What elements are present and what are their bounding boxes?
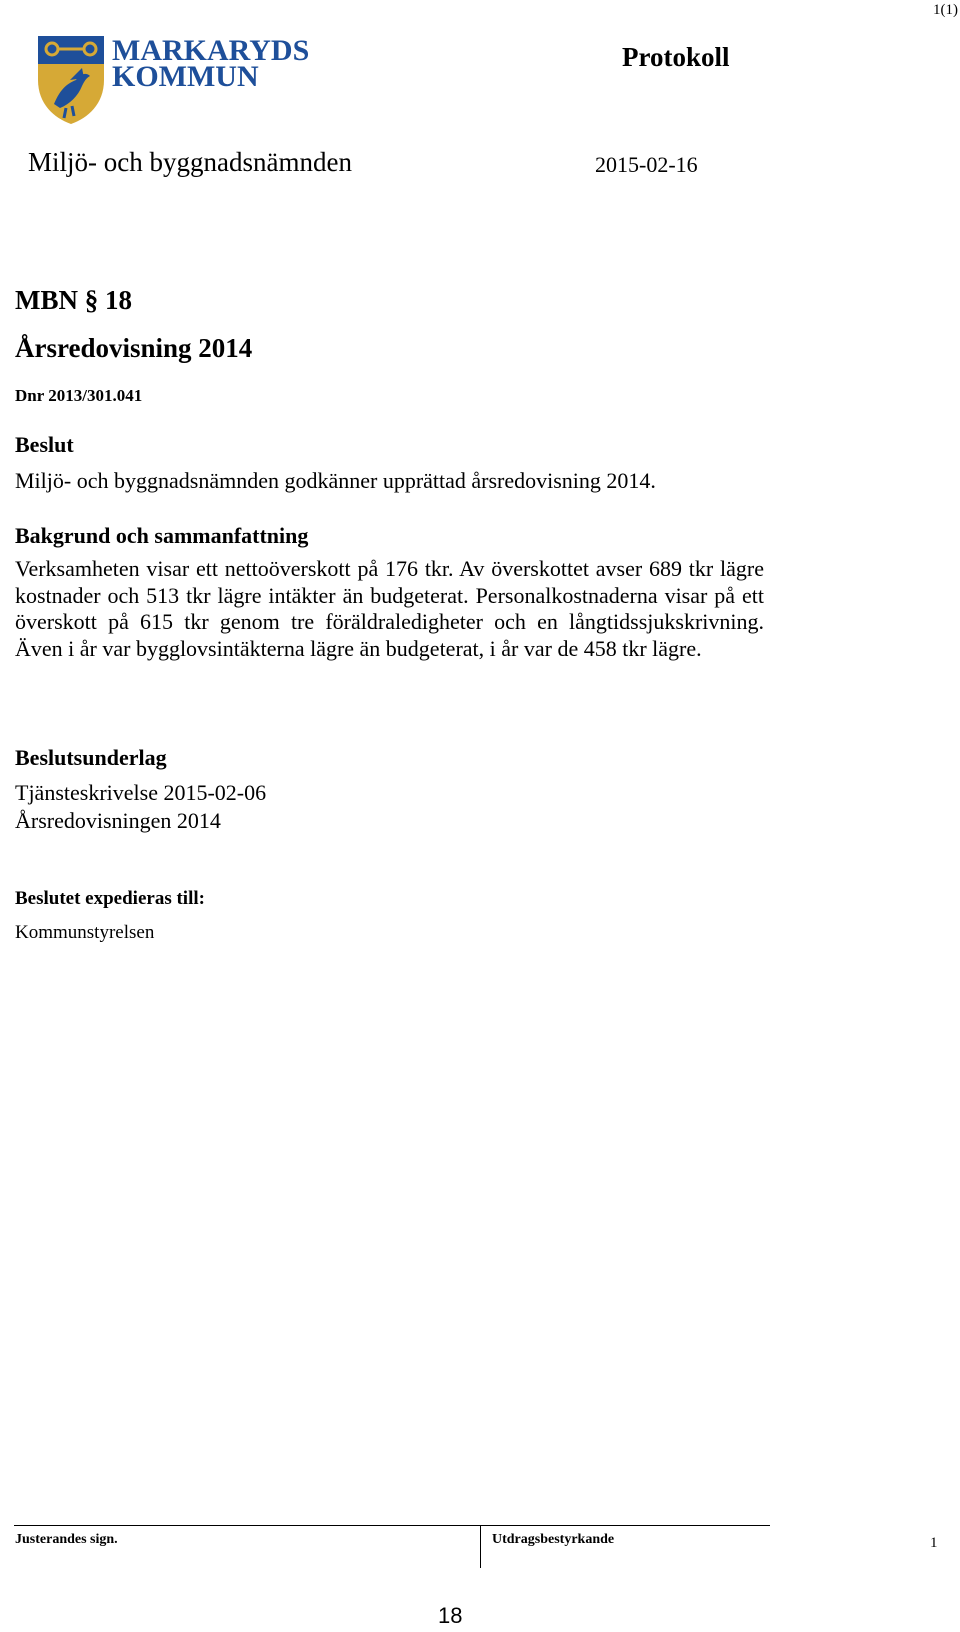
decision-text: Miljö- och byggnadsnämnden godkänner upprättad årsredovisning 2014. (15, 468, 656, 493)
bottom-page-number: 18 (438, 1603, 463, 1628)
extract-certification-label: Utdragsbestyrkande (492, 1532, 615, 1547)
basis-list (15, 779, 266, 834)
meeting-date: 2015-02-16 (595, 152, 698, 177)
footer-page-number: 1 (930, 1535, 938, 1551)
background-heading: Bakgrund och sammanfattning (15, 523, 309, 548)
list-item: Tjänsteskrivelse 2015-02-06 (15, 780, 267, 805)
page-indicator: 1(1) (933, 2, 958, 18)
paragraph-number: MBN § 18 (15, 285, 132, 315)
case-title: Årsredovisning 2014 (15, 333, 253, 363)
committee-name: Miljö- och byggnadsnämnden (28, 147, 352, 177)
distribution-heading: Beslutet expedieras till: (15, 888, 205, 909)
distribution-recipient: Kommunstyrelsen (15, 922, 155, 943)
basis-heading: Beslutsunderlag (15, 745, 167, 770)
coat-of-arms-icon (36, 34, 336, 126)
case-reference-number: Dnr 2013/301.041 (15, 386, 143, 405)
list-item: Årsredovisningen 2014 (15, 807, 221, 833)
logo-line2: KOMMUN (112, 60, 259, 93)
logo-line1: MARKARYDS (112, 34, 310, 67)
signature-label: Justerandes sign. (15, 1532, 118, 1547)
footer-column-divider (480, 1525, 481, 1568)
municipality-logo (36, 34, 336, 126)
background-text: Verksamheten visar ett nettoöverskott på 176 tkr. Av överskottet avser 689 tkr lägre kostnader och 513 tkr lägre intäkter än budgeterat. Personalkostnaderna visar på ett överskott på 615 tkr genom tre föräldraledigheter och en långtidssjukskrivning. Även i år var bygglovsintäkterna lägre än budgeterat, i år var de 458 tkr lägre. (15, 556, 764, 661)
document-type: Protokoll (622, 42, 730, 72)
decision-heading: Beslut (15, 432, 74, 457)
footer-divider-line (14, 1525, 770, 1526)
